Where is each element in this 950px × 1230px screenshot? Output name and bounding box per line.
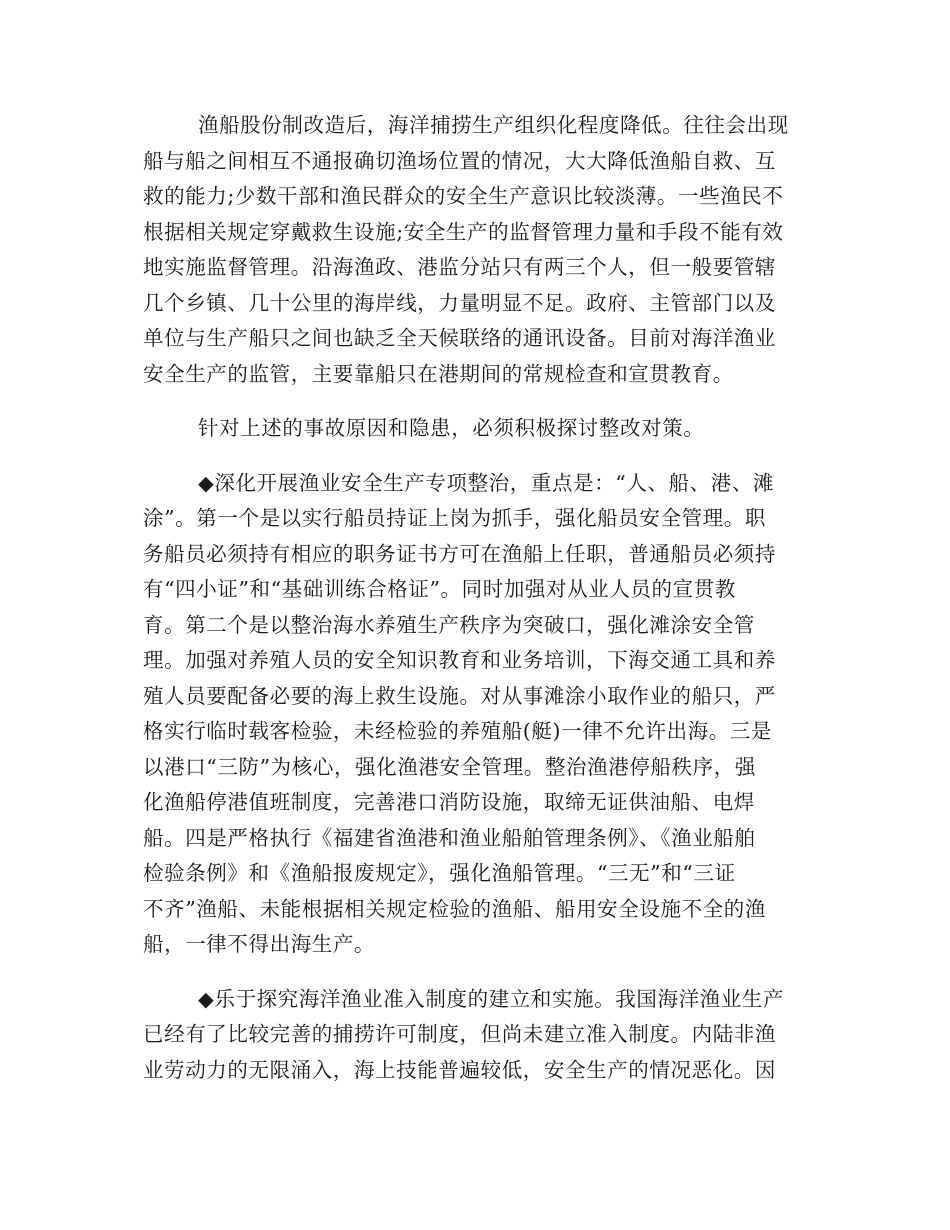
text-line: ◆深化开展渔业安全生产专项整治，重点是：“人、船、港、滩 <box>198 470 775 495</box>
text-line: 有“四小证”和“基础训练合格证”。同时加强对从业人员的宣贯教 <box>143 577 736 601</box>
text-line: 业劳动力的无限涌入，海上技能普遍较低，安全生产的情况恶化。因 <box>143 1057 776 1082</box>
text-line: 安全生产的监管，主要靠船只在港期间的常规检查和宣贯教育。 <box>143 361 734 386</box>
text-line: 地实施监督管理。沿海渔政、港监分站只有两三个人，但一般要管辖 <box>143 255 776 279</box>
text-line: 以港口“三防”为核心，强化渔港安全管理。整治渔港停船秩序，强 <box>143 754 756 779</box>
text-line: 殖人员要配备必要的海上救生设施。对从事滩涂小取作业的船只，严 <box>143 683 776 708</box>
paragraph-fishing-safety-problems <box>143 108 807 392</box>
text-line: 务船员必须持有相应的职务证书方可在渔船上任职，普通船员必须持 <box>143 541 776 566</box>
text-line: 涂”。第一个是以实行船员持证上岗为抓手，强化船员安全管理。职 <box>143 506 766 530</box>
document-page <box>143 108 807 1088</box>
paragraph-countermeasures-intro <box>143 411 807 447</box>
text-line: 单位与生产船只之间也缺乏全天候联络的通讯设备。目前对海洋渔业 <box>143 326 776 350</box>
text-line: 船。四是严格执行《福建省渔港和渔业船舶管理条例》、《渔业船舶 <box>143 825 756 850</box>
text-line: 几个乡镇、几十公里的海岸线，力量明显不足。政府、主管部门以及 <box>143 290 776 315</box>
text-line: ◆乐于探究海洋渔业准入制度的建立和实施。我国海洋渔业生产 <box>198 986 785 1011</box>
paragraph-access-system <box>143 982 807 1089</box>
text-line: 理。加强对养殖人员的安全知识教育和业务培训，下海交通工具和养 <box>143 648 776 672</box>
text-line: 船与船之间相互不通报确切渔场位置的情况，大大降低渔船自救、互 <box>143 148 776 173</box>
text-line: 化渔船停港值班制度，完善港口消防设施，取缔无证供油船、电焊 <box>143 790 755 814</box>
text-line: 已经有了比较完善的捕捞许可制度，但尚未建立准入制度。内陆非渔 <box>143 1022 776 1046</box>
text-line: 渔船股份制改造后，海洋捕捞生产组织化程度降低。往往会出现 <box>198 113 789 137</box>
text-line: 育。第二个是以整治海水养殖生产秩序为突破口，强化滩涂安全管 <box>143 612 755 637</box>
text-line: 根据相关规定穿戴救生设施;安全生产的监督管理力量和手段不能有效 <box>143 219 784 244</box>
text-line: 检验条例》和《渔船报废规定》，强化渔船管理。“三无”和“三证 <box>143 861 736 885</box>
paragraph-special-rectification <box>143 466 807 963</box>
text-line: 救的能力;少数干部和渔民群众的安全生产意识比较淡薄。一些渔民不 <box>143 184 784 208</box>
text-line: 不齐”渔船、未能根据相关规定检验的渔船、船用安全设施不全的渔 <box>143 896 766 921</box>
text-line: 格实行临时载客检验，未经检验的养殖船(艇)一律不允许出海。三是 <box>143 719 773 743</box>
text-line: 针对上述的事故原因和隐患，必须积极探讨整改对策。 <box>198 416 705 440</box>
text-line: 船，一律不得出海生产。 <box>143 932 376 956</box>
